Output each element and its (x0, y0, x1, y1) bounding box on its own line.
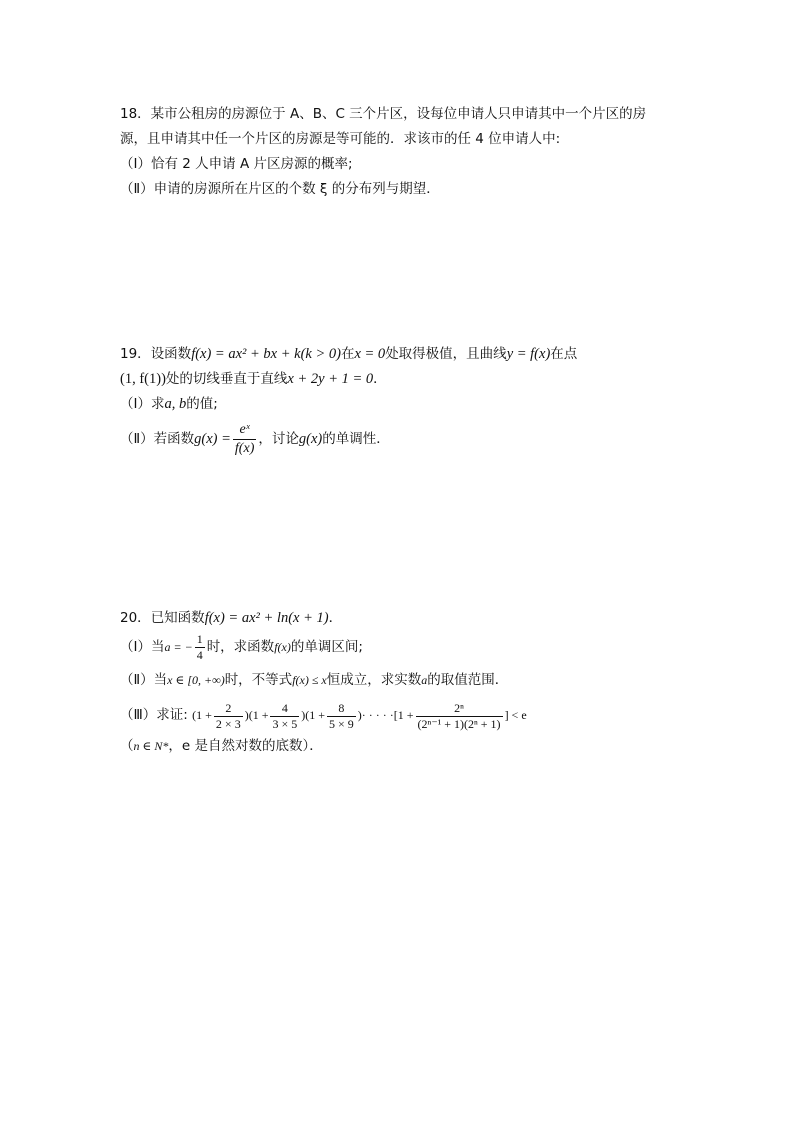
term-1-fraction (214, 701, 243, 732)
text: 的单调性． (322, 431, 390, 447)
term-2-fraction (270, 701, 299, 732)
text: （Ⅰ）当 (120, 639, 165, 655)
a-reference: a (421, 673, 428, 687)
x-zero: x = 0 (354, 346, 386, 362)
inequality: f(x) ≤ x (292, 673, 327, 687)
g-denominator: f(x) (234, 440, 255, 456)
text: （Ⅱ）当 (120, 672, 168, 688)
a-denominator: 4 (196, 647, 203, 662)
problem-18-part-1: （Ⅰ）恰有 2 人申请 A 片区房源的概率; (120, 156, 353, 172)
problem-18-part-2: （Ⅱ）申请的房源所在片区的个数 ξ 的分布列与期望． (120, 181, 440, 197)
term-n-fraction (416, 701, 503, 732)
numerator: 2ⁿ (416, 701, 503, 717)
numerator: 8 (327, 701, 356, 717)
line-equation: x + 2y + 1 = 0 (287, 371, 374, 387)
problem-20-line-1 (120, 608, 342, 628)
text: （ (120, 738, 134, 754)
g-numerator: eˣ (233, 421, 256, 440)
f-reference: f(x) (274, 640, 291, 654)
text: 处取得极值，且曲线 (385, 346, 507, 362)
g-fraction (233, 421, 256, 458)
text: 恒成立，求实数 (326, 672, 422, 688)
text: （Ⅱ）若函数 (120, 431, 195, 447)
denominator: 2 × 3 (215, 716, 241, 731)
problem-20-part-3 (120, 696, 527, 734)
a-value-lhs: a = − (164, 640, 193, 654)
problem-18-line-1: 18．某市公租房的房源位于 A、B、C 三个片区，设每位申请人只申请其中一个片区的房 (120, 106, 647, 122)
text: 时，不等式 (224, 672, 293, 688)
n-domain: n ∈ N* (133, 739, 169, 753)
text: 的值; (186, 396, 218, 412)
text: ． (328, 610, 343, 626)
term-3-fraction (327, 701, 356, 732)
denominator: (2ⁿ⁻¹ + 1)(2ⁿ + 1) (417, 716, 501, 731)
problem-20-number: 20． (120, 610, 151, 626)
function-definition: f(x) = ax² + bx + k(k > 0) (191, 346, 341, 362)
text: ，讨论 (258, 431, 299, 447)
problem-19-number: 19． (120, 346, 151, 362)
text: 时，求函数 (206, 639, 275, 655)
problem-20-note (120, 736, 323, 756)
text: （Ⅰ）求 (120, 396, 165, 412)
variables-ab: a, b (164, 396, 187, 412)
problem-19-part-1 (120, 394, 218, 414)
text: 在点 (550, 346, 578, 362)
problem-19-part-2 (120, 420, 390, 458)
ellipsis: )· · · · ·[1 + (357, 708, 414, 722)
tangent-point: (1, f(1)) (120, 371, 166, 387)
denominator: 5 × 9 (329, 716, 354, 731)
problem-19-line-1 (120, 344, 577, 364)
numerator: 4 (270, 701, 299, 717)
term-open: )(1 + (244, 708, 269, 722)
a-value-fraction (195, 632, 205, 663)
text: 的单调区间; (290, 639, 363, 655)
curve-equation: y = f(x) (506, 346, 551, 362)
a-numerator: 1 (196, 631, 203, 646)
text: 在 (340, 346, 355, 362)
text: ，e 是自然对数的底数）． (168, 738, 323, 754)
problem-19-line-2 (120, 369, 387, 389)
problem-18-line-2: 源，且申请其中任一个片区的房源是等可能的．求该市的任 4 位申请人中: (120, 131, 561, 147)
term-open: (1 + (192, 708, 212, 722)
text: 已知函数 (150, 610, 205, 626)
problem-20-part-1 (120, 630, 363, 664)
g-reference: g(x) (298, 431, 323, 447)
text: （Ⅲ）求证: (120, 707, 188, 723)
inequality-close: ] < e (504, 708, 527, 722)
g-definition-lhs: g(x) = (194, 431, 231, 447)
function-definition: f(x) = ax² + ln(x + 1) (204, 610, 329, 626)
denominator: 3 × 5 (272, 716, 298, 731)
x-range: x ∈ [0, +∞) (167, 673, 225, 687)
text: 处的切线垂直于直线 (165, 371, 288, 387)
problem-20-part-2 (120, 670, 508, 690)
text: 设函数 (150, 346, 192, 362)
text: ． (373, 371, 387, 387)
text: 的取值范围． (427, 672, 509, 688)
term-open: )(1 + (301, 708, 326, 722)
numerator: 2 (214, 701, 243, 717)
